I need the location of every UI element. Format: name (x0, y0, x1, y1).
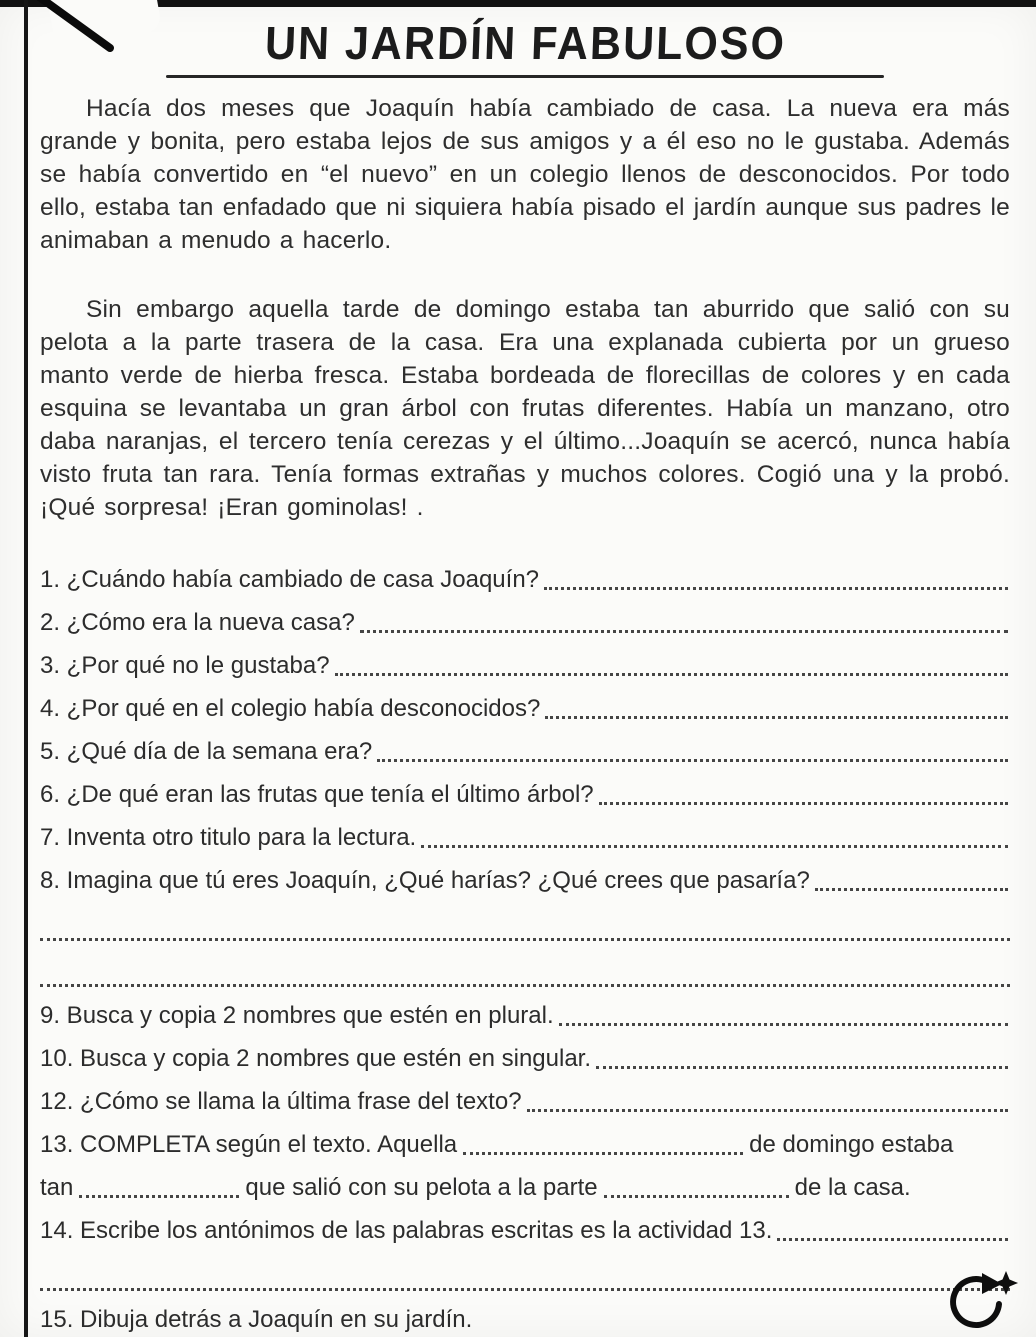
question-text: 12. ¿Cómo se llama la última frase del texto? (40, 1088, 522, 1115)
answer-dotted-line (421, 845, 1008, 848)
questions-section (40, 564, 1010, 1336)
question-text: de la casa. (794, 1174, 911, 1201)
answer-dotted-line (544, 587, 1008, 590)
question-text: 5. ¿Qué día de la semana era? (40, 738, 373, 765)
answer-dotted-line (377, 759, 1008, 762)
question-row-1 (40, 564, 1010, 596)
question-row-13-line-1 (40, 1129, 1010, 1161)
question-text: 9. Busca y copia 2 nombres que estén en plural. (40, 1002, 554, 1029)
answer-dotted-line (40, 954, 1010, 987)
question-text: 7. Inventa otro titulo para la lectura. (40, 824, 417, 851)
question-row-10 (40, 1043, 1010, 1075)
question-row-6 (40, 779, 1010, 811)
question-text: de domingo estaba (749, 1131, 954, 1158)
question-row-12 (40, 1086, 1010, 1118)
question-row-3 (40, 650, 1010, 682)
answer-dotted-line (40, 908, 1010, 941)
question-text: 14. Escribe los antónimos de las palabras escritas es la actividad 13. (40, 1217, 773, 1244)
answer-dotted-line (815, 888, 1008, 891)
fill-in-blank (79, 1194, 239, 1198)
question-text: 4. ¿Por qué en el colegio había desconocidos? (40, 695, 541, 722)
question-row-7 (40, 822, 1010, 854)
answer-dotted-line (777, 1238, 1008, 1241)
answer-dotted-line (559, 1023, 1008, 1026)
question-text: tan (40, 1174, 74, 1201)
rotate-arrow-icon[interactable] (942, 1271, 1020, 1337)
question-row-14 (40, 1215, 1010, 1247)
question-row-2 (40, 607, 1010, 639)
question-text: 2. ¿Cómo era la nueva casa? (40, 609, 355, 636)
question-row-4 (40, 693, 1010, 725)
answer-dotted-line (596, 1066, 1008, 1069)
answer-dotted-line (527, 1109, 1008, 1112)
paragraph-2: Sin embargo aquella tarde de domingo estaba tan aburrido que salió con su pelota a la parte trasera de la casa. Era una explanada cubierta por un grueso manto verde de hierba fresca. Estaba bordeada de florecillas de colores y en cada esquina se levantaba un gran árbol con frutas diferentes. Había un manzano, otro daba naranjas, el tercero tenía cerezas y el último...Joaquín se acercó, nunca había visto fruta tan rara. Tenía formas extrañas y muchos colores. Cogió una y la probó. ¡Qué sorpresa! ¡Eran gominolas! . (40, 296, 1010, 521)
answer-dotted-line (545, 716, 1008, 719)
page-title: UN JARDÍN FABULOSO (263, 18, 787, 70)
question-text: 1. ¿Cuándo había cambiado de casa Joaquín? (40, 566, 540, 593)
question-row-9 (40, 1000, 1010, 1032)
title-block (40, 20, 1010, 78)
question-text: que salió con su pelota a la parte (245, 1174, 598, 1201)
pen-stroke-icon (14, 0, 134, 62)
paragraph-1: Hacía dos meses que Joaquín había cambiado de casa. La nueva era más grande y bonita, pero estaba lejos de sus amigos y a él eso no le gustaba. Además se había convertido en “el nuevo” en un colegio llenos de desconocidos. Por todo ello, estaba tan enfadado que ni siquiera había pisado el jardín aunque sus padres le animaban a menudo a hacerlo. (40, 95, 1010, 254)
star-icon (994, 1271, 1018, 1295)
title-underline (166, 75, 884, 78)
question-row-15 (40, 1304, 1010, 1336)
question-text: 8. Imagina que tú eres Joaquín, ¿Qué harías? ¿Qué crees que pasaría? (40, 867, 810, 894)
question-text: 13. COMPLETA según el texto. Aquella (40, 1131, 458, 1158)
answer-dotted-line (360, 630, 1008, 633)
left-border-line (24, 0, 28, 1337)
question-text: 6. ¿De qué eran las frutas que tenía el último árbol? (40, 781, 594, 808)
answer-dotted-line (40, 1258, 1010, 1291)
question-text: 3. ¿Por qué no le gustaba? (40, 652, 330, 679)
answer-dotted-line (335, 673, 1008, 676)
question-text: 10. Busca y copia 2 nombres que estén en singular. (40, 1045, 592, 1072)
answer-dotted-line (599, 802, 1008, 805)
question-row-13-line-2 (40, 1172, 1010, 1204)
fill-in-blank (463, 1151, 743, 1155)
question-text: 15. Dibuja detrás a Joaquín en su jardín. (40, 1306, 473, 1333)
question-row-5 (40, 736, 1010, 768)
fill-in-blank (604, 1194, 789, 1198)
question-row-8 (40, 865, 1010, 897)
